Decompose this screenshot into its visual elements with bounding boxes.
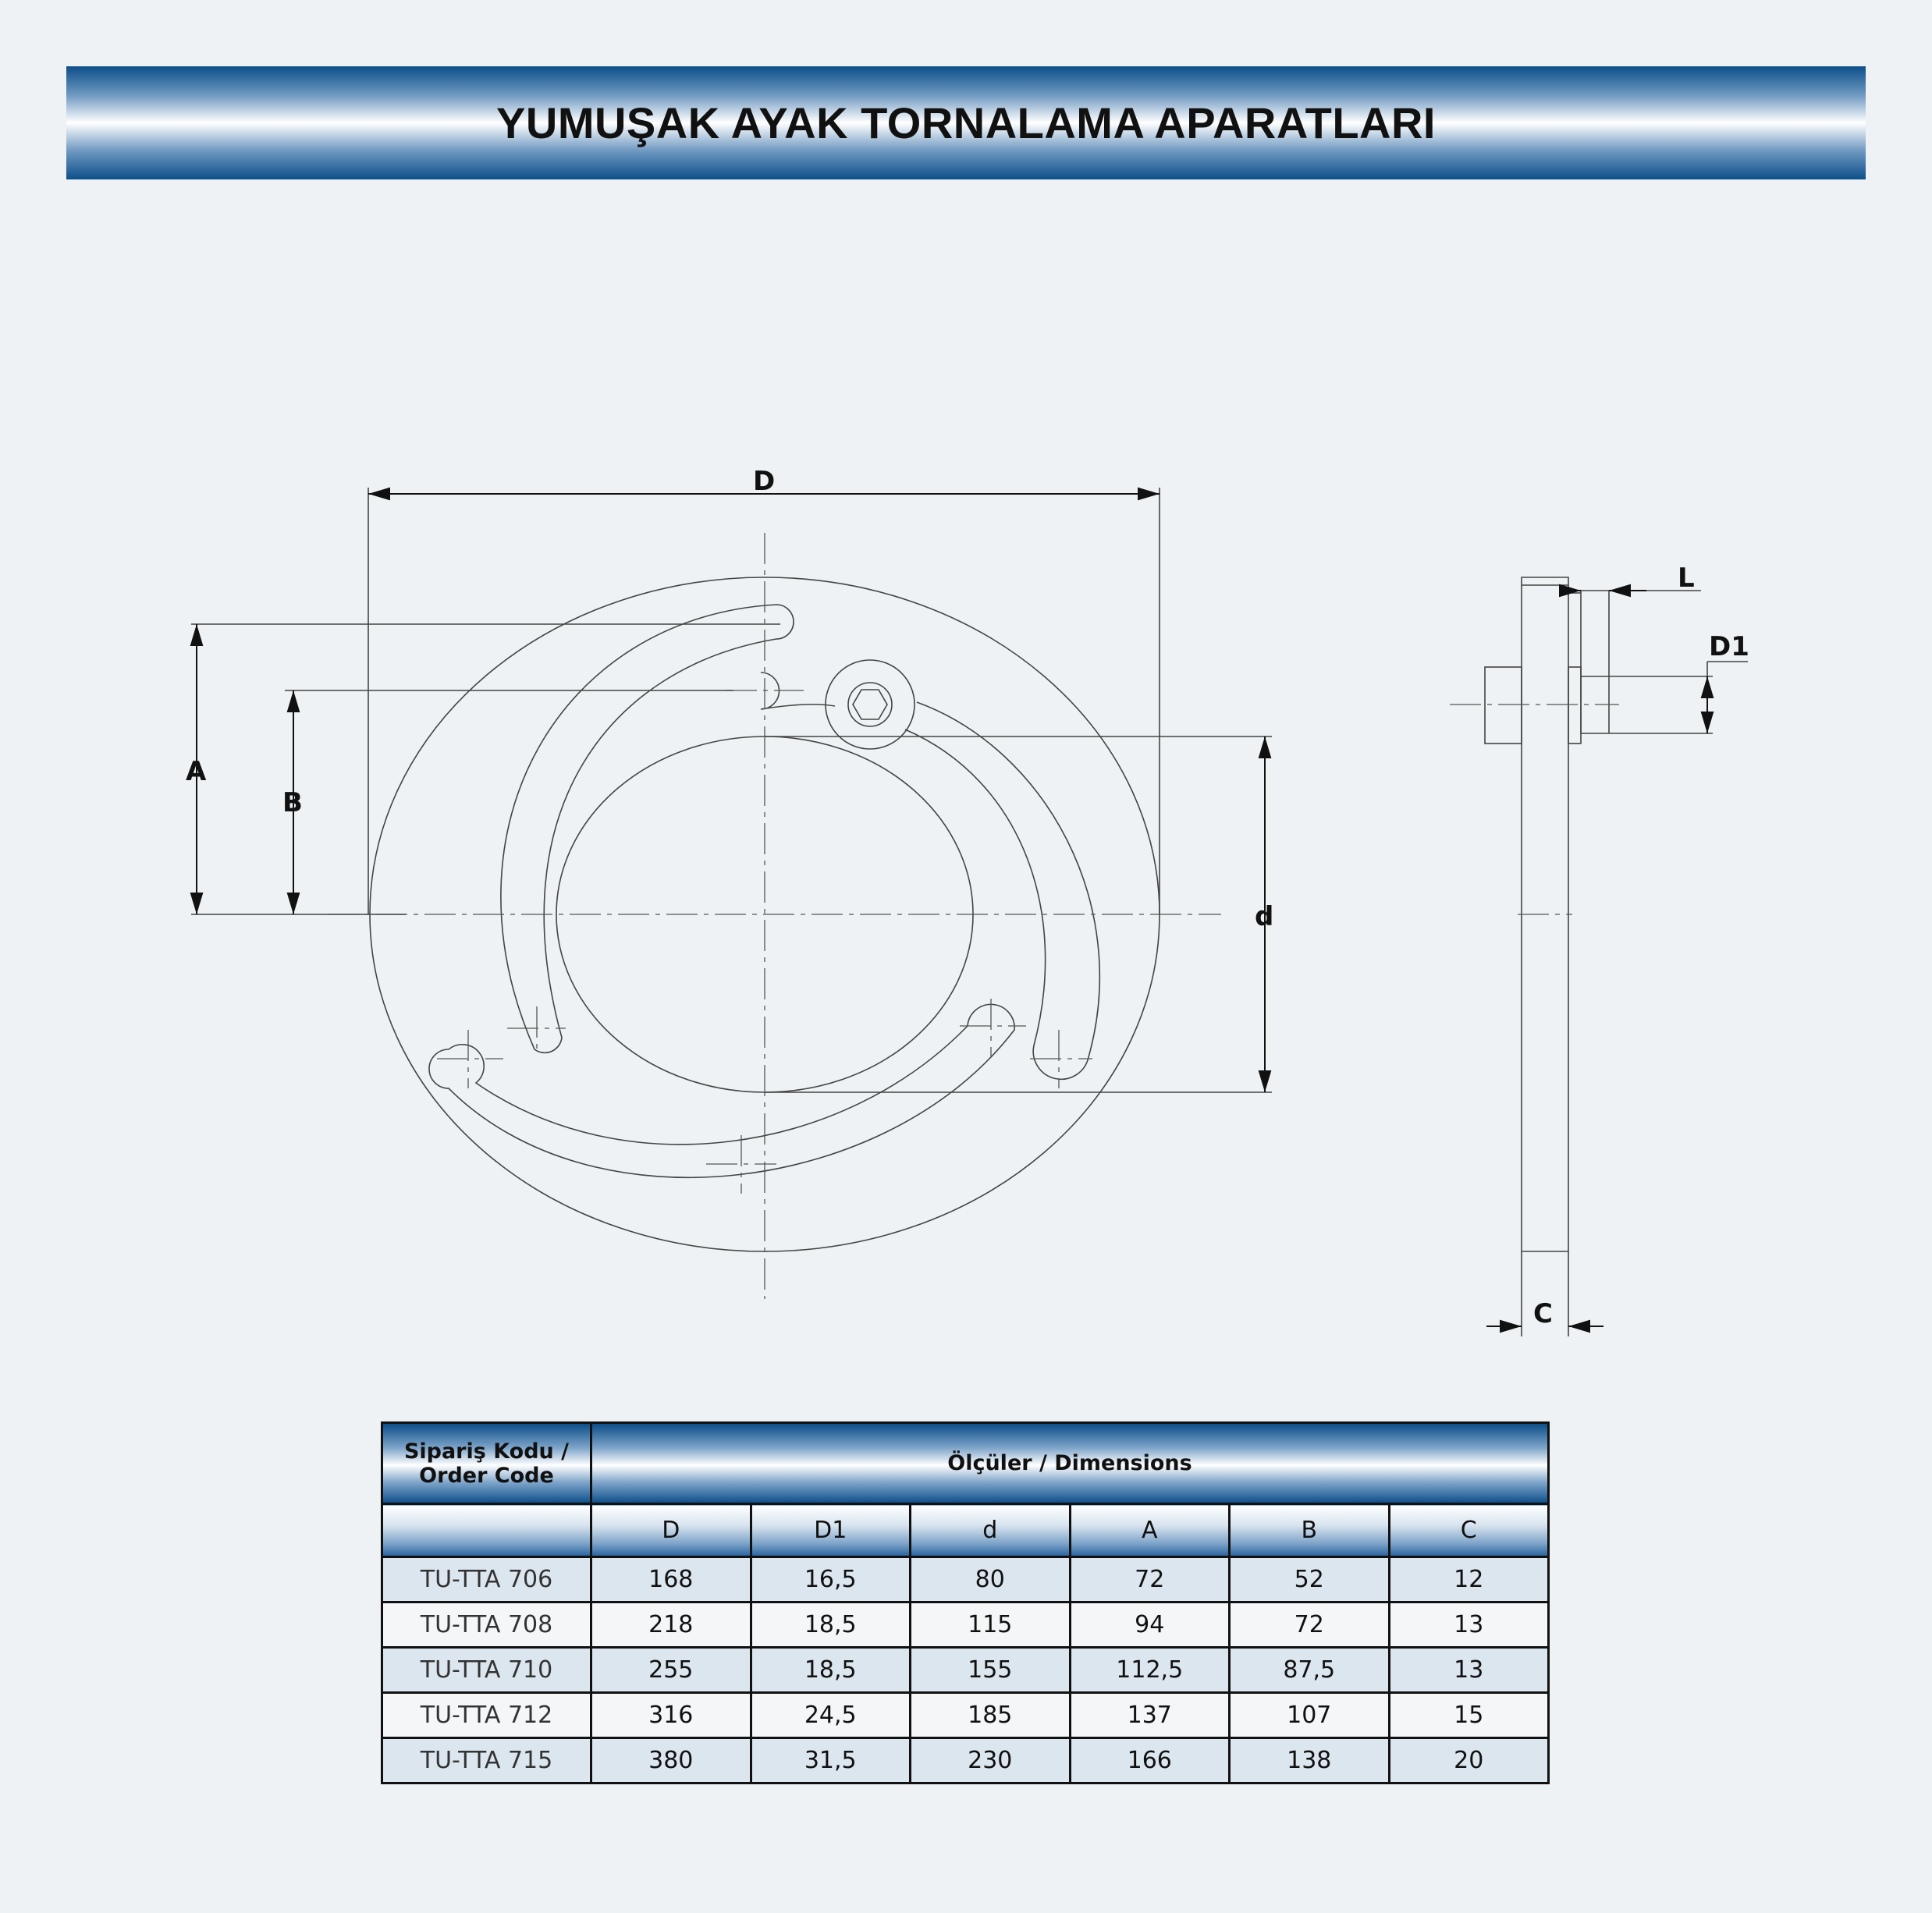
table-cell: 168 [591, 1557, 751, 1602]
label-L: L [1678, 563, 1695, 594]
front-view [191, 488, 1272, 1299]
label-D1: D1 [1709, 631, 1749, 662]
order-code: TU-TTA 708 [382, 1602, 591, 1648]
table-cell: 72 [1070, 1557, 1230, 1602]
table-cell: 115 [911, 1602, 1071, 1648]
table-cell: 15 [1389, 1693, 1549, 1738]
hex-socket [853, 690, 887, 719]
column-header-blank [382, 1504, 591, 1557]
table-cell: 107 [1230, 1693, 1390, 1738]
table-cell: 12 [1389, 1557, 1549, 1602]
bottom-slot [429, 1004, 1014, 1177]
column-header: A [1070, 1504, 1230, 1557]
table-cell: 31,5 [751, 1738, 911, 1783]
table-cell: 218 [591, 1602, 751, 1648]
label-D: D [753, 466, 776, 497]
table-cell: 80 [911, 1557, 1071, 1602]
table-cell: 16,5 [751, 1557, 911, 1602]
order-code: TU-TTA 710 [382, 1648, 591, 1693]
dimensions-header: Ölçüler / Dimensions [591, 1423, 1549, 1504]
order-code-header: Sipariş Kodu / Order Code [382, 1423, 591, 1504]
column-header: D [591, 1504, 751, 1557]
table-row [382, 1557, 1549, 1602]
table-cell: 155 [911, 1648, 1071, 1693]
table-cell: 137 [1070, 1693, 1230, 1738]
table-cell: 230 [911, 1738, 1071, 1783]
table-cell: 20 [1389, 1738, 1549, 1783]
top-slot [501, 605, 794, 1052]
right-slot [761, 673, 1099, 1079]
bolt-side-right [1568, 667, 1581, 744]
side-view [1450, 577, 1748, 1336]
table-row [382, 1693, 1549, 1738]
dimension-table [381, 1421, 1550, 1784]
table-cell: 13 [1389, 1648, 1549, 1693]
table-cell: 52 [1230, 1557, 1390, 1602]
order-code: TU-TTA 706 [382, 1557, 591, 1602]
order-code: TU-TTA 715 [382, 1738, 591, 1783]
table-cell: 94 [1070, 1602, 1230, 1648]
table-cell: 13 [1389, 1602, 1549, 1648]
label-d: d [1255, 901, 1274, 932]
table-cell: 316 [591, 1693, 751, 1738]
table-cell: 112,5 [1070, 1648, 1230, 1693]
page-title: YUMUŞAK AYAK TORNALAMA APARATLARI [496, 98, 1436, 147]
table-cell: 185 [911, 1693, 1071, 1738]
table-cell: 24,5 [751, 1693, 911, 1738]
column-header: C [1389, 1504, 1549, 1557]
table-cell: 18,5 [751, 1602, 911, 1648]
table-cell: 166 [1070, 1738, 1230, 1783]
bolt-side-left [1485, 667, 1522, 744]
table-row [382, 1738, 1549, 1783]
table-row [382, 1648, 1549, 1693]
table-header-row [382, 1423, 1549, 1504]
table-cell: 72 [1230, 1602, 1390, 1648]
table-column-row [382, 1504, 1549, 1557]
table-cell: 255 [591, 1648, 751, 1693]
column-header: D1 [751, 1504, 911, 1557]
table-cell: 18,5 [751, 1648, 911, 1693]
column-header: B [1230, 1504, 1390, 1557]
table-cell: 87,5 [1230, 1648, 1390, 1693]
order-code: TU-TTA 712 [382, 1693, 591, 1738]
label-C: C [1533, 1298, 1553, 1329]
table-row [382, 1602, 1549, 1648]
label-A: A [186, 756, 207, 787]
table-cell: 380 [591, 1738, 751, 1783]
bolt-head [826, 660, 915, 749]
table-cell: 138 [1230, 1738, 1390, 1783]
label-B: B [282, 787, 303, 818]
column-header: d [911, 1504, 1071, 1557]
